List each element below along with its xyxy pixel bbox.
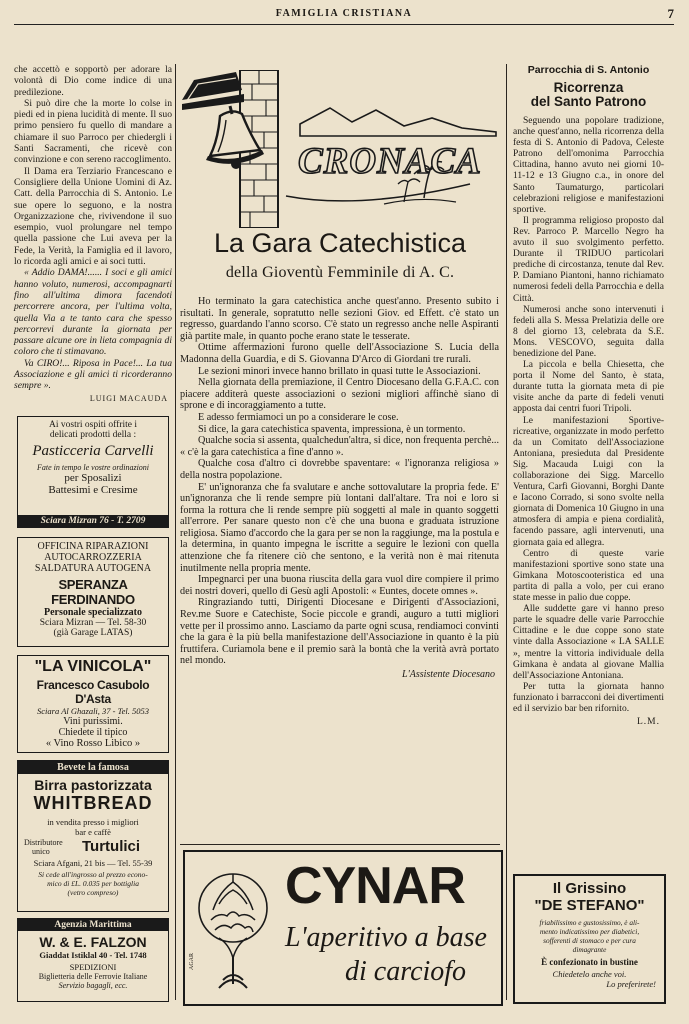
ad-address: Sciara Afgani, 21 bis — Tel. 55-39: [33, 858, 153, 868]
ad-address: Sciara Mizran — Tel. 58-30: [39, 618, 147, 628]
ad-grissino-de-stefano: [513, 874, 666, 1004]
paragraph: Qualche socia si assenta, qualchedun'altra, si dice, non frequenta perchè... « c'è la gara catechistica a fine d'anno ».: [180, 435, 499, 458]
ad-address: Giaddat Istiklal 40 - Tel. 1748: [39, 950, 147, 960]
cronaca-article-body: [180, 296, 499, 680]
signature: LUIGI MACAUDA: [89, 393, 168, 403]
artichoke-icon: [189, 852, 279, 1002]
ad-text: Biglietteria delle Ferrovie Italiane: [38, 972, 148, 981]
paragraph: che accettò e sopportò per adorare la volontà di Dio come indice di una predilezione.: [14, 64, 172, 98]
ad-pasticceria-carvelli: [17, 416, 169, 528]
paragraph: Ottime affermazioni furono quelle dell'Associazione S. Lucia della Madonna della Guardia, e di S. Giovanna D'Arco di Giordani tre rurali.: [180, 342, 499, 365]
paragraph: Va CIRO!... Riposa in Pace!... La tua Associazione e gli amici ti ricorderanno sempre ».: [14, 357, 172, 392]
paragraph: Ho terminato la gara catechistica anche quest'anno. Presento subito i risultati. In generale, sopratutto nelle sezioni Giov. ed Effett. c'è stato un regresso, guardando l'anno scorso. C'è stato un regresso anche nelle Aspiranti già partite male, in quanto poche erano state le tesserate.: [180, 296, 499, 342]
paragraph: Numerosi anche sono intervenuti i fedeli alla S. Messa Prelatizia delle ore 8 del giorno 13, celebrata da S.E. Mons. VESCOVO, seguita dalla benedizione del Pane.: [513, 304, 664, 359]
ad-brand: SPERANZA FERDINANDO: [51, 577, 135, 607]
ad-brand: CYNAR: [285, 857, 465, 915]
ad-text: Si cede all'ingrosso al prezzo econo-: [38, 870, 148, 879]
ad-text: Francesco Casubolo D'Asta: [36, 678, 150, 706]
ad-text: in vendita presso i migliori: [47, 817, 139, 827]
cronaca-banner-title: CRONACA: [298, 141, 482, 182]
ad-address: Sciara Mizran 76 - T. 2709: [18, 515, 168, 527]
page-number: 7: [667, 6, 674, 21]
page-header: [14, 6, 674, 25]
ad-text: OFFICINA RIPARAZIONI: [37, 541, 149, 552]
ad-text: È confezionato in bustine: [541, 957, 638, 967]
ad-text: SPEDIZIONI: [69, 962, 117, 972]
ad-text: Lo preferirete!: [606, 979, 656, 989]
paragraph: Qualche cosa d'altro ci dovrebbe spaventare: « l'ignoranza religiosa » della nostra popolazione.: [180, 458, 499, 481]
ad-text: mico di £L. 0.035 per bottiglia: [47, 879, 139, 888]
obituary-article: [14, 64, 172, 403]
paragraph: E' un'ignoranza che fa svalutare e anche sottovalutare la propria fede. E' un'ignoranza che li rende sempre più lontani dall'altare. Tra noi e loro si forma la rottura che li rende sempre più soggetti al male in quanto soggetti all'errore. Per sanare questo non c'è che una buona e graduata istruzione religiosa. Siamo d'accordo che la gara per se non la raggiunge, ma la postula e la determina, in quanto impegna le iscritte a seguire le lezioni con quella attenzione che fa ritenere ciò che sentono, e la verità non è mai ritenuta inutilmente nella propria mente.: [180, 481, 499, 574]
paragraph: Il programma religioso proposto dal Rev. Parroco P. Marcello Negro ha avuto il suo svolgimento perfetto. Durante il TRIDUO particolari prediche di circostanza, tenute dal Rev. P. Damiano Piantoni, hanno richiamato numerosi fedeli della Parrocchia e della Città.: [513, 215, 664, 304]
ad-brand: "LA VINICOLA": [34, 658, 152, 675]
paragraph: Alle suddette gare vi hanno preso parte le squadre delle varie Parrocchie Cittadine e le due coppe sono state vinte dalla Associazione « LA SALLE », mentre la vittoria individuale della Gimkana è andata al giovane Mallia dell'Associazione Antoniana.: [513, 604, 664, 681]
paragraph: Si dice, la gara catechistica spaventa, impressiona, è un tormento.: [198, 423, 466, 435]
paragraph: Centro di queste varie manifestazioni sportive sono state una Gimkana Motoscooteristica ed una partita di palla a volo, per cui erano state messe in palio due coppe.: [513, 548, 664, 604]
ad-text: Servizio bagagli, ecc.: [58, 981, 128, 990]
paragraph: Impegnarci per una buona riuscita della gara vuol dire compiere il primo dei nostri doveri, quello di Gesù agli Apostoli: « Euntes, docete omnes ».: [180, 574, 499, 597]
ad-side-mark: AGAR: [189, 952, 195, 970]
patron-saint-article: [513, 116, 664, 727]
ad-officina-speranza: [17, 537, 169, 647]
ad-text: sofferenti di stomaco e per cura: [543, 936, 636, 945]
paragraph: Ringraziando tutti, Dirigenti Diocesane e Dirigenti d'Associazioni, Rev.me Suore e Catechiste, Socie piccole e grandi, auguro a tutti migliori vette per il prossimo anno. Lasciamo da parte ogni scusa, rendiamoci convinti che la gara è la più bella manifestazione dell'Associazione in quanto è la più fruttifera. Curiamola bene e il premio sarà la bontà che la verità avrà portato nel mondo.: [180, 597, 499, 667]
column-rule-right: [506, 64, 507, 1000]
ad-text: mento indicatissimo per diabetici,: [539, 927, 640, 936]
ad-text: Bevete la famosa: [18, 761, 168, 774]
ad-text: Battesimi e Cresime: [48, 484, 138, 496]
ad-address: Sciara Al Ghazali, 37 - Tel. 5053: [37, 706, 149, 716]
divider: [180, 844, 500, 845]
ad-birra-whitbread: [17, 760, 169, 912]
signature: L.M.: [637, 717, 660, 728]
ad-slogan: L'aperitivo a base: [285, 922, 487, 953]
ad-text: dimagrante: [572, 945, 607, 954]
ad-brand: Il Grissino: [552, 880, 627, 897]
paragraph: Seguendo una popolare tradizione, anche quest'anno, nella ricorrenza della festa di S. Antonio di Padova, Celeste Patrono dell'omonima Parrocchia Cittadina, hanno avuto nei giorni 10-11-12 e 13 Giugno c.a., in onore del Santo Taumaturgo, particolari celebrazioni religiose e manifestazioni sportive.: [513, 116, 664, 215]
ad-text: per Sposalizi: [64, 472, 122, 484]
ad-text: Distributore: [24, 838, 63, 847]
ad-text: Birra pastorizzata: [34, 777, 152, 793]
ad-text: Ai vostri ospiti offrite i: [49, 420, 137, 430]
signature: L'Assistente Diocesano: [402, 669, 495, 680]
cronaca-banner: [180, 70, 500, 228]
ad-text: Fate in tempo le vostre ordinazioni: [36, 463, 150, 472]
ad-brand: "DE STEFANO": [534, 897, 645, 914]
ad-text: Vini purissimi.: [63, 716, 123, 727]
column-rule-left: [175, 64, 176, 1000]
paragraph: Le sezioni minori invece hanno brillato in quasi tutte le Associazioni.: [198, 365, 481, 377]
paragraph: Il Dama era Terziario Francescano e Consigliere della Unione Uomini di Az. Catt. della Parrocchia di S. Antonio. Le sue opere lo seguono, e la nostra Organizzazione che, rivivendone il suo esempio, vuol prolungare nel tempo quella passione che Lui aveva per la Fede, la Verità, la Famiglia ed il lavoro, lo ricorda agli amici e ai soci tutti.: [14, 165, 172, 268]
ad-brand: W. & E. FALZON: [39, 934, 147, 950]
ad-text: Personale specializzato: [43, 607, 143, 618]
paragraph: Nella giornata della premiazione, il Centro Diocesano della G.F.A.C. con piacere additerà queste associazioni o sezioni migliori affinchè siano di sprone e di incoraggiamento a tutte.: [180, 377, 499, 412]
ad-text: friabilissimo e gustosissimo, è ali-: [539, 918, 640, 927]
article-subtitle: della Gioventù Femminile di A. C.: [225, 264, 455, 281]
ad-text: AUTOCARROZZERIA: [44, 552, 142, 563]
ad-text: Agenzia Marittima: [18, 919, 168, 931]
ad-text: « Vino Rosso Libico »: [45, 738, 141, 749]
paragraph: Le manifestazioni Sportive-ricreative, organizzate in modo perfetto da un Comitato dell'Associazione Antoniana, presieduta dal Presidente Sig. Macauda Luigi con la collaborazione dei Sigg. Marcello Ventura, Carfì Giovanni, Borghi Dante e Iacono Corrado, si sono svolte nella giornata di Domenica 10 Giugno in una atmosfera di ampia e piena cordialità, facendo passare, agli intervenuti, una giornata gaia ed allegra.: [513, 415, 664, 548]
article-title: Ricorrenza: [553, 80, 624, 95]
ad-cynar: [183, 850, 503, 1006]
ad-text: Chiedetelo anche voi.: [552, 969, 627, 979]
ad-brand: WHITBREAD: [33, 793, 153, 813]
ad-text: unico: [32, 847, 50, 856]
paragraph: Per tutta la giornata hanno funzionato i barracconi dei divertimenti ed il servizio bar ben rifornito.: [513, 681, 664, 714]
ad-text: SALDATURA AUTOGENA: [34, 563, 152, 574]
ad-text: bar e caffè: [75, 827, 111, 837]
paragraph: « Addio DAMA!...... I soci e gli amici hanno voluto, numerosi, accompagnarti fino all'ultima dimora facendoti percorrere ancora, per l'ultima volta, quella Via a te tanto cara che spesso percorrevi durante la giornata per passare alcune ore in lieta compagnia di coloro che ti stimavano.: [14, 267, 172, 358]
ad-brand: Pasticceria Carvelli: [32, 443, 154, 459]
ad-distributor-row: [18, 838, 168, 857]
ad-brand: Turtulici: [82, 838, 141, 855]
magazine-title: FAMIGLIA CRISTIANA: [275, 8, 413, 19]
paragraph: E adesso fermiamoci un po a considerare le cose.: [198, 411, 399, 423]
ad-text: Chiedete il tipico: [58, 727, 128, 738]
ad-text: (già Garage LATAS): [53, 628, 133, 638]
article-title: del Santo Patrono: [530, 94, 647, 109]
paragraph: Si può dire che la morte lo colse in piedi ed in piena lucidità di mente. Il suo primo pensiero fu quello di mandare a chiamare il suo Parroco per chiedergli i Santi Sacramenti, che ricevè con convinzione e con sereno raccoglimento.: [14, 97, 172, 166]
ad-text: delicati prodotti della :: [49, 430, 137, 440]
paragraph: La piccola e bella Chiesetta, che porta il Nome del Santo, è stata, durante tutta la giornata meta di pie visite anche da parte di fedeli venuti apposta dai centri fuori Tripoli.: [513, 360, 664, 415]
section-heading: Parrocchia di S. Antonio: [527, 64, 650, 76]
ad-agenzia-falzon: [17, 918, 169, 1002]
ad-text: (vetro compreso): [67, 888, 119, 897]
article-title: La Gara Catechistica: [213, 228, 467, 258]
ad-la-vinicola: [17, 655, 169, 753]
ad-slogan: di carciofo: [345, 956, 467, 987]
